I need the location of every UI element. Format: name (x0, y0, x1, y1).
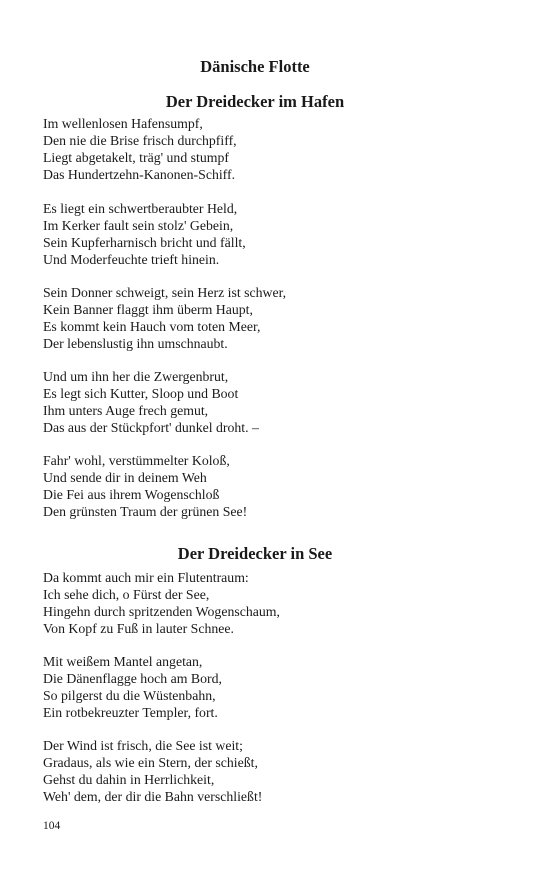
stanza (43, 453, 247, 521)
verse-line: Es legt sich Kutter, Sloop und Boot (43, 385, 239, 401)
verse-line: Im wellenlosen Hafensumpf, (43, 116, 203, 131)
stanza (43, 285, 286, 353)
verse-line: Der Wind ist frisch, die See ist weit; (43, 738, 243, 753)
verse-line: Fahr' wohl, verstümmelter Koloß, (43, 453, 230, 468)
verse-line: Liegt abgetakelt, träg' und stumpf (43, 149, 230, 165)
verse-line: Da kommt auch mir ein Flutentraum: (43, 570, 249, 585)
stanza (43, 570, 280, 638)
verse-line: Das Hundertzehn-Kanonen-Schiff. (43, 166, 236, 182)
verse-line: Hingehn durch spritzenden Wogenschaum, (43, 603, 280, 619)
verse-line: Die Fei aus ihrem Wogenschloß (43, 486, 220, 502)
verse-line: Das aus der Stückpfort' dunkel droht. – (43, 419, 259, 435)
poem-title-at-sea: Der Dreidecker in See (177, 544, 333, 563)
stanza (43, 201, 246, 269)
verse-line: Von Kopf zu Fuß in lauter Schnee. (43, 620, 234, 636)
verse-line: Und Moderfeuchte trieft hinein. (43, 251, 220, 267)
verse-line: Sein Donner schweigt, sein Herz ist schwer, (43, 285, 287, 300)
verse-line: Und sende dir in deinem Weh (43, 469, 207, 485)
verse-line: Es liegt ein schwertberaubter Held, (43, 201, 238, 216)
verse-line: Den nie die Brise frisch durchpfiff, (43, 132, 237, 148)
verse-line: Gradaus, als wie ein Stern, der schießt, (43, 754, 258, 770)
verse-line: Im Kerker fault sein stolz' Gebein, (43, 217, 234, 233)
page-number: 104 (43, 820, 61, 832)
main-title: Dänische Flotte (200, 57, 310, 76)
verse-line: Es kommt kein Hauch vom toten Meer, (43, 318, 261, 334)
verse-line: Ihm unters Auge frech gemut, (43, 402, 209, 418)
verse-line: Kein Banner flaggt ihm überm Haupt, (43, 301, 253, 317)
verse-line: Den grünsten Traum der grünen See! (43, 503, 248, 519)
stanza (43, 116, 237, 184)
verse-line: Gehst du dahin in Herrlichkeit, (43, 771, 215, 787)
verse-line: Und um ihn her die Zwergenbrut, (43, 369, 229, 384)
stanza (43, 654, 222, 722)
stanza (43, 369, 259, 437)
verse-line: So pilgerst du die Wüstenbahn, (43, 687, 216, 703)
stanza (43, 738, 262, 806)
verse-line: Weh' dem, der dir die Bahn verschließt! (43, 788, 263, 804)
verse-line: Der lebenslustig ihn umschnaubt. (43, 335, 228, 351)
verse-line: Mit weißem Mantel angetan, (43, 654, 203, 669)
verse-line: Die Dänenflagge hoch am Bord, (43, 670, 222, 686)
verse-line: Ich sehe dich, o Fürst der See, (43, 586, 210, 602)
verse-line: Sein Kupferharnisch bricht und fällt, (43, 234, 246, 250)
verse-line: Ein rotbekreuzter Templer, fort. (43, 704, 218, 720)
poem-title-harbor: Der Dreidecker im Hafen (165, 92, 345, 111)
